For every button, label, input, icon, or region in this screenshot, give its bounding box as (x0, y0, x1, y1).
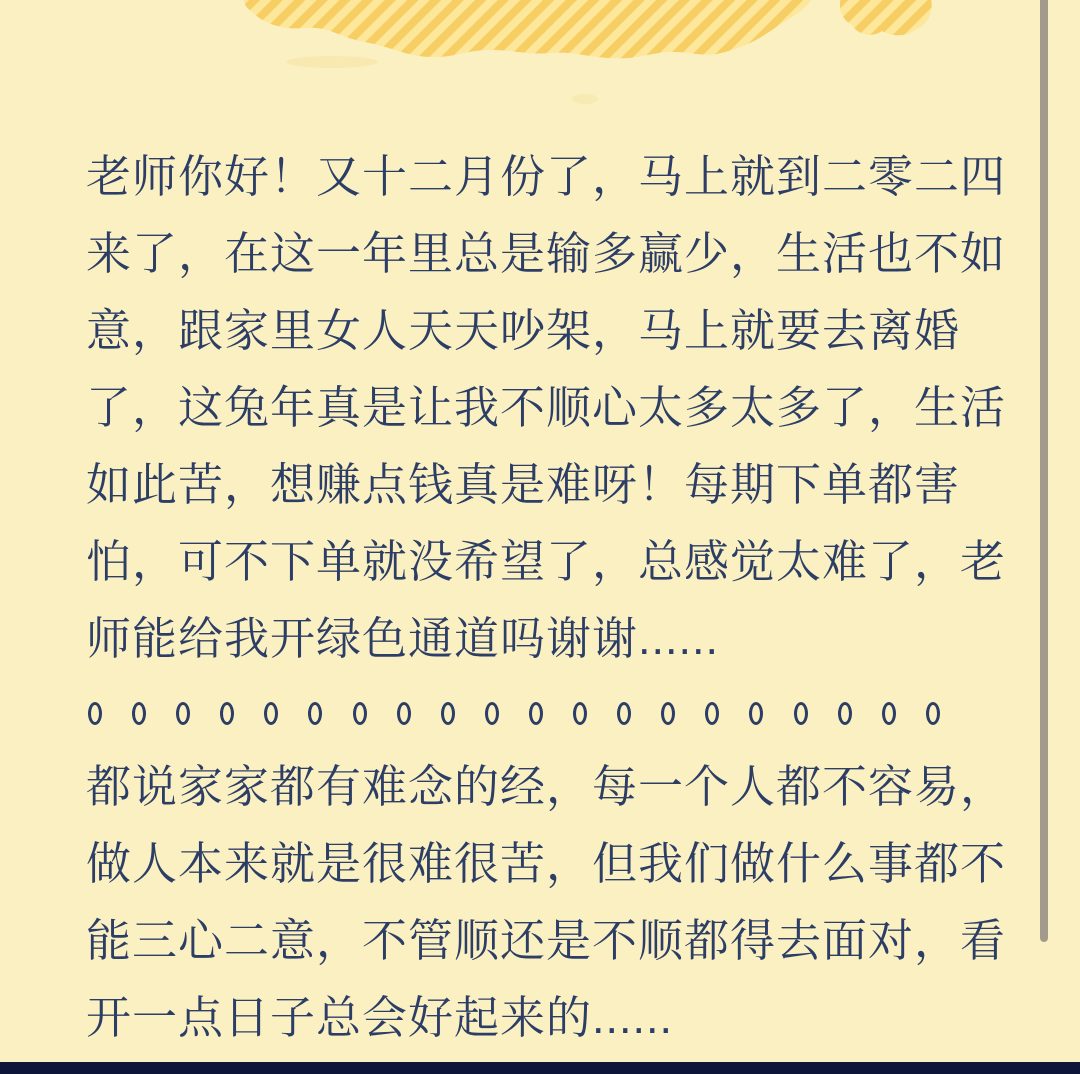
cloud-small-blob (840, 0, 932, 35)
circle-dot (529, 702, 543, 725)
circle-dot (794, 702, 808, 725)
text-line: 开一点日子总会好起来的...... (86, 992, 674, 1043)
circle-dot (441, 702, 455, 725)
circle-dot (308, 702, 322, 725)
circle-dot (176, 702, 190, 725)
circle-dot (397, 702, 411, 725)
cloud-faint-smudge (572, 94, 598, 104)
text-line: 能三心二意，不管顺还是不顺都得去面对，看 (86, 915, 1007, 966)
text-line: 做人本来就是很难很苦，但我们做什么事都不 (86, 838, 1007, 889)
circle-dot (220, 702, 234, 725)
circle-dot (264, 702, 278, 725)
circle-dot (838, 702, 852, 725)
circle-dot (88, 702, 102, 725)
text-line: 师能给我开绿色通道吗谢谢...... (86, 613, 720, 664)
circle-dot (353, 702, 367, 725)
circle-dot (926, 702, 940, 725)
circle-dot (705, 702, 719, 725)
circle-dot (485, 702, 499, 725)
text-line: 老师你好！又十二月份了，马上就到二零二四 (86, 151, 1007, 202)
bottom-navigation-bar (0, 1062, 1080, 1074)
cloud-faint-smudge (286, 56, 378, 68)
message-paragraph-2 (86, 748, 1021, 1056)
text-line: 怕，可不下单就没希望了，总感觉太难了，老 (86, 536, 1007, 587)
circle-dot (749, 702, 763, 725)
circle-dot (132, 702, 146, 725)
text-line: 都说家家都有难念的经，每一个人都不容易， (86, 761, 1007, 812)
text-line: 意，跟家里女人天天吵架，马上就要去离婚 (86, 305, 961, 356)
circle-dot (882, 702, 896, 725)
message-paragraph-1 (86, 138, 1021, 677)
circle-dot (617, 702, 631, 725)
text-line: 来了，在这一年里总是输多赢少，生活也不如 (86, 228, 1007, 279)
circle-dots-separator (88, 701, 940, 725)
striped-cloud-decoration (0, 0, 1080, 150)
circle-dot (661, 702, 675, 725)
text-line: 了，这兔年真是让我不顺心太多太多了，生活 (86, 382, 1007, 433)
text-line: 如此苦，想赚点钱真是难呀！每期下单都害 (86, 459, 961, 510)
circle-dot (573, 702, 587, 725)
cloud-main-blob (244, 0, 813, 58)
scrollbar-thumb[interactable] (1040, 0, 1048, 942)
